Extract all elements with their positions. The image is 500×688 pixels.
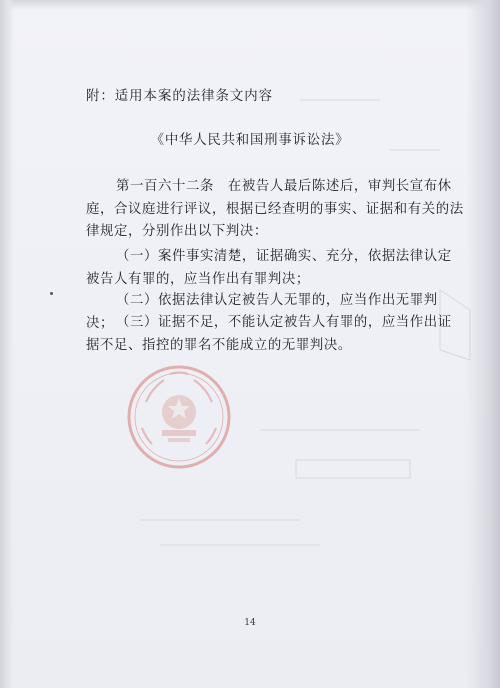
clause-paragraph-1: （一）案件事实清楚，证据确实、充分，依据法律认定被告人有罪的，应当作出有罪判决； bbox=[86, 249, 452, 287]
paper-edge-right bbox=[466, 0, 500, 688]
paper-edge-left bbox=[0, 0, 14, 688]
page-number: 14 bbox=[244, 618, 256, 628]
ink-speck bbox=[50, 292, 53, 295]
clause-paragraph-3: （三）证据不足，不能认定被告人有罪的，应当作出证据不足、指控的罪名不能成立的无罪判决。 bbox=[86, 315, 452, 353]
article-paragraph: 第一百六十二条 在被告人最后陈述后，审判长宣布休庭，合议庭进行评议，根据已经查明的事实、证据和有关的法律规定，分别作出以下判决： bbox=[86, 179, 464, 240]
clause-paragraph-2: （二）依据法律认定被告人无罪的，应当作出无罪判决； bbox=[86, 293, 438, 331]
law-title: 《中华人民共和国刑事诉讼法》 bbox=[150, 133, 350, 148]
paper-edge-top bbox=[0, 0, 500, 10]
official-seal-stamp bbox=[124, 362, 234, 472]
appendix-heading: 附：适用本案的法律条文内容 bbox=[86, 89, 274, 104]
